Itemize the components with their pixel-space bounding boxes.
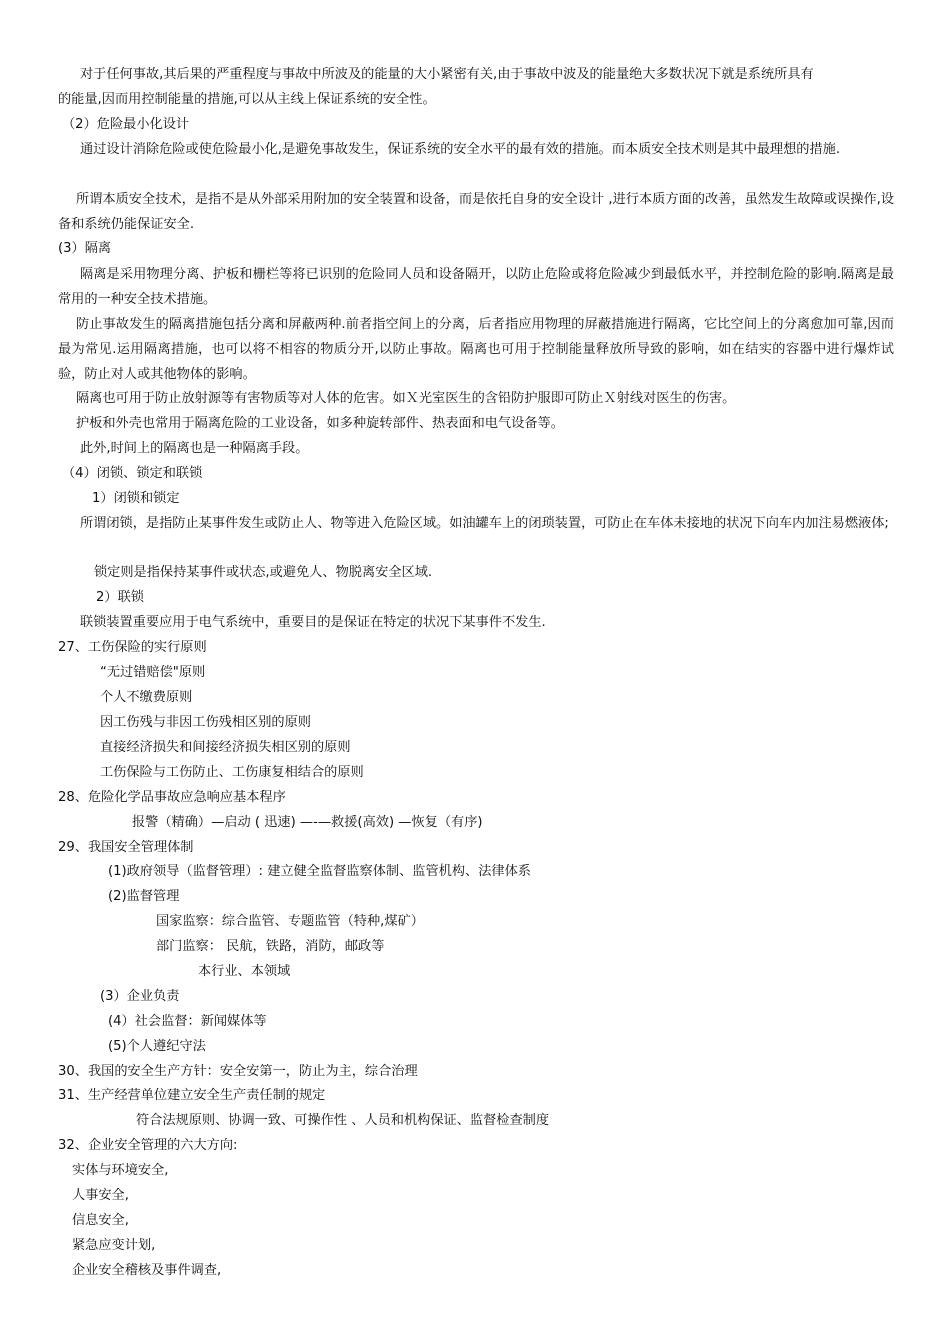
heading-hazard-minimization: （2）危险最小化设计 xyxy=(62,117,190,132)
section-31-item: 符合法规原则、协调一致、可操作性 、人员和机构保证、监督检查制度 xyxy=(136,1113,550,1128)
lockout-paragraph-1: 所谓闭锁，是指防止某事件发生或防止人、物等进入危险区域。如油罐车上的闭琐装置，可防止在车体未接地的状况下向车内加注易燃液体; xyxy=(80,516,889,531)
heading-isolation: (3）隔离 xyxy=(58,241,112,256)
interlock-paragraph: 联锁装置重要应用于电气系统中，重要目的是保证在特定的状况下某事件不发生. xyxy=(80,615,546,630)
isolation-paragraph-3: 隔离也可用于防止放射源等有害物质等对人体的危害。如Ｘ光室医生的含铅防护服即可防止Ｘ射线对医生的伤害。 xyxy=(76,391,736,406)
section-29-item: (4）社会监督：新闻媒体等 xyxy=(108,1014,267,1029)
section-31-heading: 31、生产经营单位建立安全生产责任制的规定 xyxy=(58,1088,326,1103)
subheading-lockout: 1）闭锁和锁定 xyxy=(92,491,180,506)
section-32-item: 紧急应变计划, xyxy=(72,1238,156,1253)
section-27-item: 工伤保险与工伤防止、工伤康复相结合的原则 xyxy=(100,765,364,780)
section-27-item: 因工伤残与非因工伤残相区别的原则 xyxy=(100,715,311,730)
section-28-heading: 28、危险化学品事故应急响应基本程序 xyxy=(58,790,286,805)
heading-lockout-interlock: （4）闭锁、锁定和联锁 xyxy=(62,466,203,481)
section-32-item: 信息安全, xyxy=(72,1213,129,1228)
section-32-item: 人事安全, xyxy=(72,1188,129,1203)
section-27-item: 个人不缴费原则 xyxy=(100,690,193,705)
section-29-item: (1)政府领导（监督管理）: 建立健全监督监察体制、监管机构、法律体系 xyxy=(108,864,531,879)
energy-paragraph-line-1: 对于任何事故,其后果的严重程度与事故中所波及的能量的大小紧密有关,由于事故中波及的能量绝大多数状况下就是系统所具有 xyxy=(80,67,814,82)
section-29-subitem: 本行业、本领域 xyxy=(198,964,291,979)
section-32-heading: 32、企业安全管理的六大方向: xyxy=(58,1138,238,1153)
lockout-paragraph-2: 锁定则是指保持某事件或状态,或避免人、物脱离安全区域. xyxy=(94,565,433,580)
section-28-item: 报警（精确）—启动 ( 迅速) —-—救援(高效) —恢复（有序) xyxy=(132,815,483,830)
isolation-paragraph-2: 防止事故发生的隔离措施包括分离和屏蔽两种.前者指空间上的分离，后者指应用物理的屏蔽措施进行隔离，它比空间上的分离愈加可靠,因而最为常见.运用隔离措施，也可以将不相容的物质分开,以防止事故。隔离也可用于控制能量释放所导致的影响，如在结实的容器中进行爆炸试验，防止对人或其他物体的影响。 xyxy=(58,317,894,382)
section-29-item: (3）企业负责 xyxy=(100,989,180,1004)
isolation-paragraph-4: 护板和外壳也常用于隔离危险的工业设备，如多种旋转部件、热表面和电气设备等。 xyxy=(76,416,564,431)
section-30-heading: 30、我国的安全生产方针：安全安第一，防止为主，综合治理 xyxy=(58,1064,418,1079)
isolation-paragraph-1: 隔离是采用物理分离、护板和栅栏等将已识别的危险同人员和设备隔开，以防止危险或将危险减少到最低水平，并控制危险的影响.隔离是最常用的一种安全技术措施。 xyxy=(58,267,894,307)
section-32-item: 企业安全稽核及事件调查, xyxy=(72,1263,222,1278)
section-29-heading: 29、我国安全管理体制 xyxy=(58,840,194,855)
section-27-heading: 27、工伤保险的实行原则 xyxy=(58,640,207,655)
subheading-interlock: 2）联锁 xyxy=(96,590,144,605)
section-29-subitem: 国家监察：综合监管、专题监管（特种,煤矿） xyxy=(156,914,424,929)
minimization-paragraph: 通过设计消除危险或使危险最小化,是避免事故发生，保证系统的安全水平的最有效的措施。而本质安全技术则是其中最理想的措施. xyxy=(80,142,841,157)
section-29-item: (5)个人遵纪守法 xyxy=(108,1039,206,1054)
intrinsic-safety-paragraph: 所谓本质安全技术，是指不是从外部采用附加的安全装置和设备，而是依托自身的安全设计 ,进行本质方面的改善，虽然发生故障或误操作,设备和系统仍能保证安全. xyxy=(58,192,894,232)
section-29-subitem: 部门监察： 民航，铁路，消防，邮政等 xyxy=(156,939,385,954)
isolation-paragraph-5: 此外,时间上的隔离也是一种隔离手段。 xyxy=(80,441,309,456)
energy-paragraph-line-2: 的能量,因而用控制能量的措施,可以从主线上保证系统的安全性。 xyxy=(58,92,436,107)
section-29-item: (2)监督管理 xyxy=(108,889,180,904)
section-27-item: 直接经济损失和间接经济损失相区别的原则 xyxy=(100,740,351,755)
section-27-item: “无过错赔偿"原则 xyxy=(100,665,206,680)
section-32-item: 实体与环境安全, xyxy=(72,1163,169,1178)
